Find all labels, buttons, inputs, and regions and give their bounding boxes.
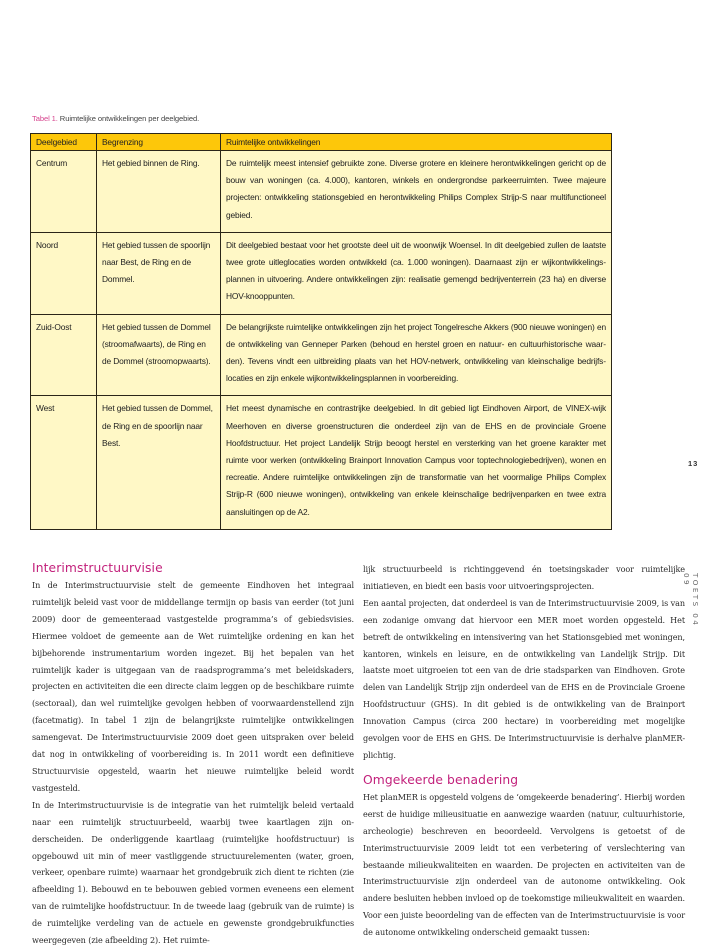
table-row xyxy=(31,314,612,396)
body-paragraph: Het planMER is opgesteld volgens de ‘omgekeerde benadering’. Hierbij worden eerst de huidige milieusituatie en aanwezige waarden (natuur, cultuurhistorie, archeologie) beschreven en beoordeeld. Vervolgens is getoetst of de Interimstructuurvisie 2009 leidt tot een verbetering of verslechtering van bestaande milieukwaliteiten en waarden. De projecten en activiteiten van de Interimstructuurvisie zijn onderdeel van de autonome ontwikkeling. Ook andere besluiten hebben invloed op de toekomstige milieukwaliteit en waarden. Voor een juiste beoordeling van de effecten van de Interimstructuurvisie is voor de autonome ontwikkeling onderscheid gemaakt tussen: xyxy=(363,791,685,938)
body-paragraph: In de Interimstructuurvisie stelt de gemeente Eindhoven het integraal ruimtelijk beleid vast voor de middellange termijn op basis van eerder (tot juni 2009) door de gemeenteraad vastgestelde programma’s of gebiedsvisies. Hiermee voldoet de gemeente aan de Wet ruimtelijke ordening en kan het bijbehorende instrumentarium worden ingezet. Bij het bepalen van het ruimtelijk kader is uitgegaan van de raadsprogramma’s met beleidskaders, projecten en activiteiten die een directe claim leggen op de beschikbare ruimte (sectoraal), dan wel ruimtelijke gevolgen hebben of voorwaardenstellend zijn (facetmatig). In tabel 1 zijn de belangrijkste ruimtelijke ontwikkelingen samengevat. De Interimstructuurvisie 2009 doet geen uitspraken over beleid dat nog in ontwikkeling of voorbereiding is. In 2011 wordt een definitieve Structuurvisie opgesteld, waarin het nieuwe ruimtelijke beleid wordt vastgesteld. xyxy=(32,580,354,793)
table-caption-text: Ruimtelijke ontwikkelingen per deelgebied. xyxy=(57,114,200,123)
running-head: TOETS 04 09 xyxy=(682,573,700,628)
cell-boundary: Het gebied binnen de Ring. xyxy=(97,151,221,233)
text-column-right xyxy=(363,561,685,941)
cell-area: Zuid-Oost xyxy=(31,314,97,396)
text-column-left xyxy=(32,560,354,949)
cell-developments: De ruimtelijk meest intensief gebruikte zone. Diverse grotere en kleinere herontwikkelingen gericht op de bouw van woningen (ca. 4.000), kantoren, winkels en ondergrondse parkeerruimten. Twee majeure projecten: ontwikkeling stationsgebied en herontwikkeling Philips Complex Strijp-S naar multifunctioneel gebied. xyxy=(221,151,612,233)
header-deelgebied: Deelgebied xyxy=(31,134,97,151)
table-caption-label: Tabel 1. xyxy=(32,114,58,123)
cell-area: Centrum xyxy=(31,151,97,233)
body-paragraph: In de Interimstructuurvisie is de integratie van het ruimtelijk beleid vertaald naar een ruimtelijk structuurbeeld, waarbij twee kaartlagen zijn onderscheiden. De onderliggende kaartlaag (ruimtelijke hoofdstructuur) is opgebouwd uit min of meer vastliggende structuurelementen (water, groen, verkeer, openbare ruimte) waarnaar het grondgebruik zich dient te richten (zie afbeelding 1). Bebouwd en te bebouwen gebied vormen eveneens een element van de ruimtelijke hoofdstructuur. In de tweede laag (gebruik van de ruimte) is de ruimtelijke verdeling van de actuele en gewenste grondgebruikfuncties weergegeven (zie afbeelding 2). Het ruimte- xyxy=(32,799,354,946)
cell-boundary: Het gebied tussen de spoorlijn naar Best, de Ring en de Dommel. xyxy=(97,232,221,314)
table-caption xyxy=(32,114,199,123)
cell-boundary: Het gebied tussen de Dommel (stroomafwaarts), de Ring en de Dommel (stroomopwaarts). xyxy=(97,314,221,396)
header-ruimtelijke-ontwikkelingen: Ruimtelijke ontwikkelingen xyxy=(221,134,612,151)
developments-table xyxy=(30,133,612,530)
table-row xyxy=(31,151,612,233)
cell-boundary: Het gebied tussen de Dommel, de Ring en de spoorlijn naar Best. xyxy=(97,396,221,529)
header-begrenzing: Begrenzing xyxy=(97,134,221,151)
section-heading-omgekeerde-benadering: Omgekeerde benadering xyxy=(363,772,519,787)
table-row xyxy=(31,396,612,529)
table-row xyxy=(31,232,612,314)
cell-developments: Het meest dynamische en contrastrijke deelgebied. In dit gebied ligt Eindhoven Airport, de VINEX-wijk Meerhoven en diverse groenstructuren die onderdeel zijn van de EHS en de provinciale Groene Hoofdstructuur. Het project Landelijk Strijp beoogt herstel en versterking van het groene karakter met ruimte voor werken (ontwikkeling Brainport Innovation Campus voor toptechnologiebedrijven), wonen en recreatie. Andere ruimtelijke ontwikkelingen zijn de transformatie van het voormalige Philips Complex Strijp-R (600 nieuwe woningen), ontwikkeling van enkele kleinschalige bedrijvenparken en twee extra aansluitingen op de A2. xyxy=(221,396,612,529)
cell-developments: Dit deelgebied bestaat voor het grootste deel uit de woonwijk Woensel. In dit deelgebied zullen de laatste twee grote uitleglocaties worden ontwikkeld (ca. 1.000 woningen). Daarnaast zijn er wijkontwikkelingsplannen in uitvoering. Andere ontwikkelingen zijn: realisatie gemengd bedrijventerrein (23 ha) en diverse HOV-knooppunten. xyxy=(221,232,612,314)
body-paragraph: lijk structuurbeeld is richtinggevend én toetsingskader voor ruimtelijke initiatieven, en biedt een basis voor uitvoeringsprojecten. xyxy=(363,564,685,591)
table-header-row xyxy=(31,134,612,151)
page-number: 13 xyxy=(688,459,699,468)
body-paragraph: Een aantal projecten, dat onderdeel is van de Interimstructuurvisie 2009, is van een zodanige omvang dat hiervoor een MER moet worden opgesteld. Het betreft de ontwikkeling en intensivering van het Stationsgebied met woningen, kantoren, winkels en leisure, en de ontwikkeling van Landelijk Strijp. Dit laatste moet uitgroeien tot een van de drie stadsparken van Eindhoven. Grote delen van Landelijk Strijp zijn onderdeel van de EHS en de Provinciale Groene Hoofdstructuur (GHS). In dit gebied is de ontwikkeling van de Brainport Innovation Campus (circa 200 hectare) in voorbereiding met mogelijke gevolgen voor de EHS en GHS. De Interimstructuurvisie is derhalve planMER-plichtig. xyxy=(363,597,685,760)
section-heading-interimstructuurvisie: Interimstructuurvisie xyxy=(32,561,163,575)
cell-developments: De belangrijkste ruimtelijke ontwikkelingen zijn het project Tongelresche Akkers (900 nieuwe woningen) en de ontwikkeling van Genneper Parken (behoud en herstel groen en natuur- en cultuurhistorische waarden). Tevens vindt een uitbreiding plaats van het HOV-netwerk, ontwikkeling van kleinschalige bedrijfslocaties en zijn enkele wijkontwikkelingsplannen in voorbereiding. xyxy=(221,314,612,396)
cell-area: West xyxy=(31,396,97,529)
cell-area: Noord xyxy=(31,232,97,314)
